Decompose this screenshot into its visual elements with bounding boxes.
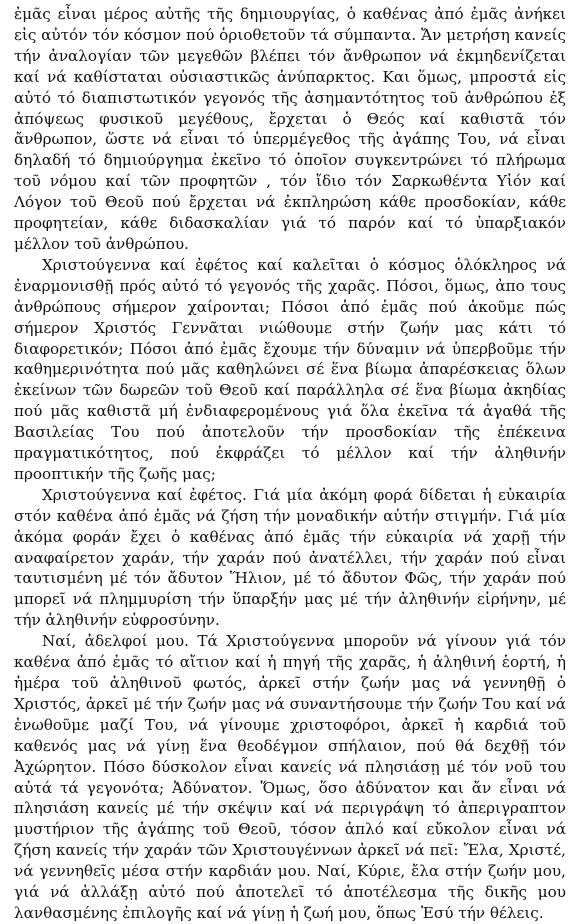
body-paragraph-2: Χριστούγεννα καί ἐφέτος καί καλεῖται ὁ κόσμος ὁλόκληρος νά ἐναρμονισθῇ πρός αὐτό τό γεγονός τῆς χαρᾶς. Πόσοι, ὅμως, ἀπο τους ἀνθρώπους σήμερον χαίρονται; Πόσοι ἀπό ἐμᾶς πού ἀκοῦμε πώς σήμερον Χριστός Γεννᾶται νιώθουμε στήν ζωήν μας κάτι τό διαφορετικόν; Πόσοι ἀπό ἐμᾶς ἔχουμε τήν δύναμιν νά ὑπερβοῦμε τήν καθημερινότητα πού μᾶς καθηλώνει σέ ἕνα βίωμα ἀπαρέσκειας ὅλων ἐκείνων τῶν δωρεῶν τοῦ Θεοῦ καί παράλληλα σέ ἕνα βίωμα ἀκηδίας πού μᾶς καθιστᾶ μή ἐνδιαφερομένους γιά ὅλα ἐκεῖνα τά ἀγαθά τῆς Βασιλείας Του πού ἀποτελοῦν τήν προσδοκίαν τῆς ἐπέκεινα πραγματικότητος, πού ἐκφράζει τό μέλλον καί τήν ἀληθινήν προοπτικήν τῆς ζωῆς μας;: [14, 255, 566, 483]
body-paragraph-3: Χριστούγεννα καί ἐφέτος. Γιά μία ἀκόμη φορά δίδεται ἡ εὐκαιρία στόν καθένα ἀπό ἐμᾶς νά ζήση τήν μοναδικήν αὐτήν στιγμήν. Γιά μία ἀκόμα φοράν ἔχει ὁ καθένας ἀπό ἐμᾶς τήν εὐκαιρία νά χαρῇ τήν αναφαίρετον χαράν, τήν χαράν πού ἀνατέλλει, τήν χαράν πού εἶναι ταυτισμένη μέ τόν ἄδυτον Ἥλιον, μέ τό ἄδυτον Φῶς, τήν χαράν πού μπορεῖ νά πλημμυρίση τήν ὕπαρξήν μας μέ τήν ἀληθινήν εἰρήνην, μέ τήν ἀληθινήν εὐφροσύνην.: [14, 485, 566, 630]
body-paragraph-4: Ναί, ἀδελφοί μου. Τά Χριστούγεννα μποροῦν νά γίνουν γιά τόν καθένα ἀπό ἐμᾶς τό αἴτιον καί ἡ πηγή τῆς χαρᾶς, ἡ ἀληθινή ἑορτή, ἡ ἡμέρα τοῦ ἀληθινοῦ φωτός, ἀρκεῖ στήν ζωήν μας νά γεννηθῇ ὁ Χριστός, ἀρκεῖ μέ τήν ζωήν μας νά συναντήσουμε τήν ζωήν Του καί νά ἑνωθοῦμε μαζί Του, νά γίνουμε χριστοφόροι, ἀρκεῖ ἡ καρδιά τοῦ καθενός μας νά γίνῃ ἕνα θεοδέγμον σπήλαιον, πού θά δεχθῇ τόν Ἀχώρητον. Πόσο δύσκολον εἶναι κανείς νά πλησιάσῃ μέ τόν νοῦ του αὐτά τά γεγονότα; Ἀδύνατον. Ὅμως, ὅσο ἀδύνατον και ἄν εἶναι νά πλησιάση κανείς μέ τήν σκέψιν καί νά περιγράψη τό ἀπεριγραπτον μυστήριον τῆς ἀγάπης τοῦ Θεοῦ, τόσον ἁπλό καί εὔκολον εἶναι νά ζήση κανείς τήν χαράν τῶν Χριστουγέννων ἀρκεῖ νά πεῖ: Ἔλα, Χριστέ, νά γεννηθεῖς μέσα στήν καρδιάν μου. Ναί, Κύριε, ἔλα στήν ζωήν μου, γιά νά ἀλλάξῃ αὐτό πού ἀποτελεῖ τό ἀποτέλεσμα τῆς δικῆς μου λανθασμένης ἐπιλογῆς καί νά γίνῃ ἡ ζωή μου, ὅπως Ἐσύ τήν θέλεις.: [14, 632, 566, 922]
body-paragraph-1: ἐμᾶς εἶναι μέρος αὐτῆς τῆς δημιουργίας, ὁ καθένας ἀπό ἐμᾶς ἀνήκει εἰς αὐτόν τόν κόσμον πού ὁριοθετοῦν τά σύμπαντα. Ἄν μετρήση κανείς τήν ἀναλογίαν τῶν μεγεθῶν βλέπει τόν ἄνθρωπον νά ἐκμηδενίζεται καί νά καθίσταται οὐσιαστικῶς ἀνύπαρκτος. Και ὅμως, μπροστά εἰς αὐτό τό διαπιστωτικόν γεγονός τῆς ἀσημαντότητος τοῦ ἀνθρώπου ἐξ ἀπόψεως φυσικοῦ μεγέθους, ἔρχεται ὁ Θεός καί καθιστᾶ τόν ἄνθρωπον, ὥστε νά εἶναι τό ὑπερμέγεθος τῆς ἀγάπης Του, νά εἶναι δηλαδή τό δημιούργημα ἐκεῖνο τό ὁποῖον συγκεντρώνει τό πλήρωμα τοῦ νόμου καί τῶν προφητῶν , τόν ἴδιο τόν Σαρκωθέντα Υἱόν καί Λόγον τοῦ Θεοῦ πού ἔρχεται νά ἐκπληρώση κάθε προσδοκίαν, κάθε προφητείαν, κάθε διδασκαλίαν γιά τό παρόν καί τό ὑπαρξιακόν μέλλον τοῦ ἀνθρώπου.: [14, 5, 566, 253]
